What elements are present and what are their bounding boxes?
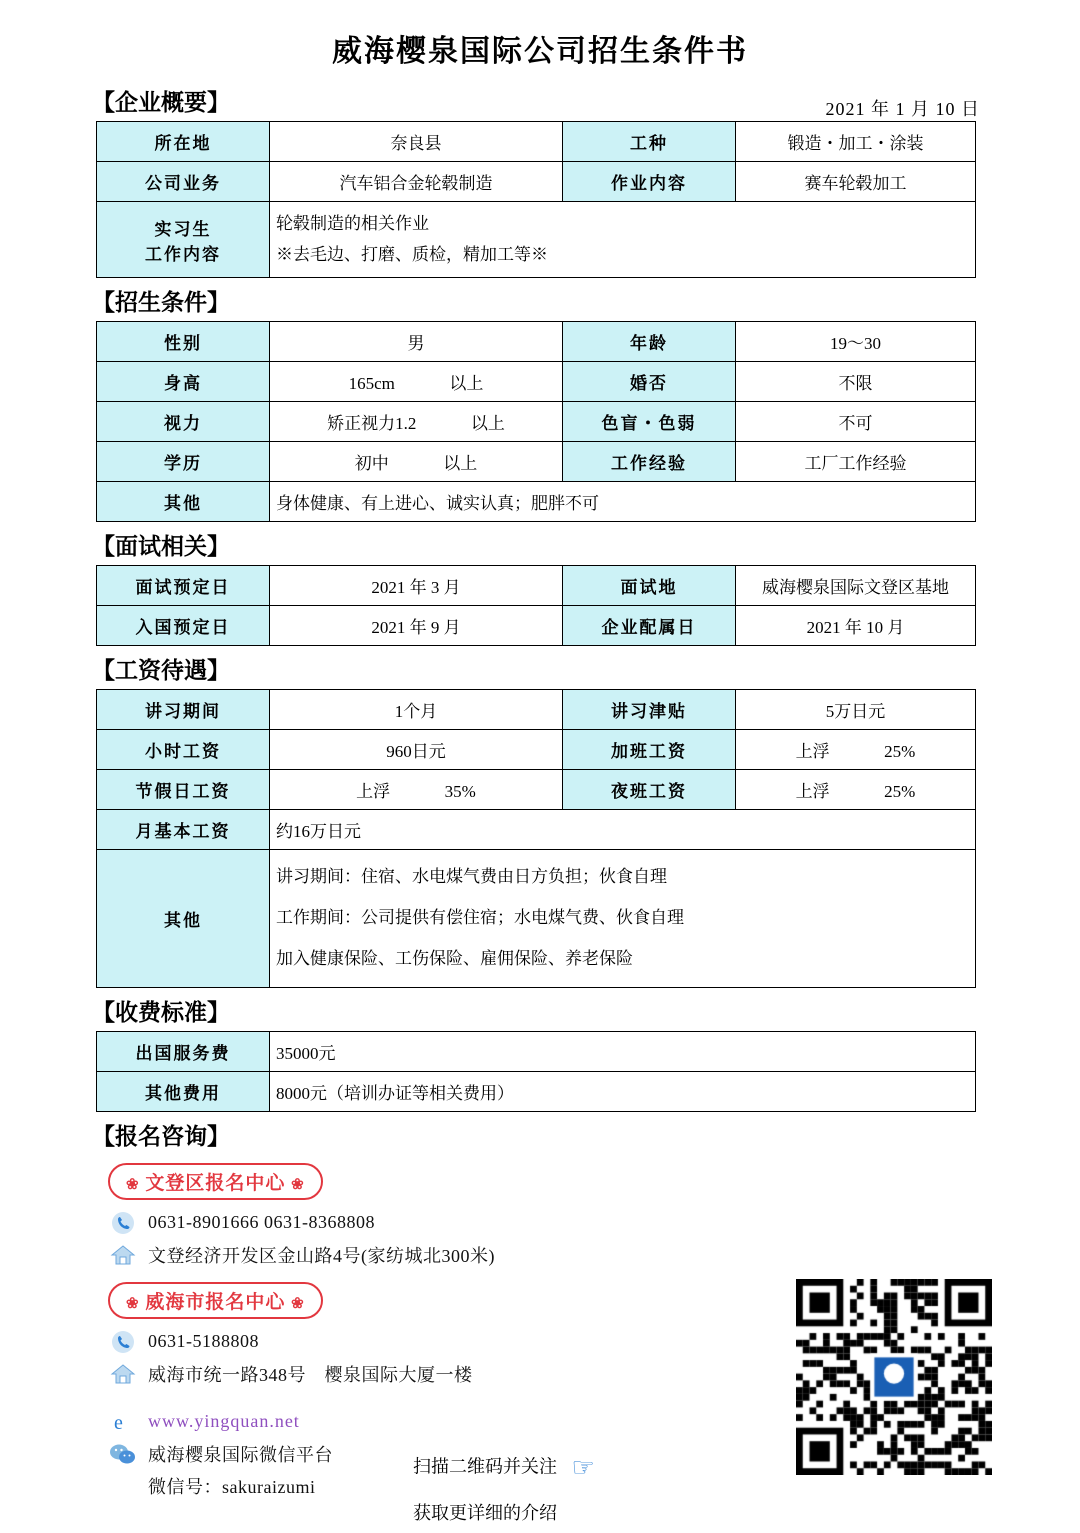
flower-icon: ❀ [291, 1295, 305, 1312]
phone-icon [108, 1329, 138, 1355]
value-suffix: 以上 [443, 454, 478, 474]
home-icon [108, 1242, 138, 1268]
cell-label: 其他费用 [97, 1071, 270, 1111]
cell-label: 企业配属日 [563, 606, 736, 646]
flower-icon: ❀ [291, 1176, 305, 1193]
value-suffix: 以上 [449, 374, 484, 394]
cell-value: 汽车铝合金轮毂制造 [270, 162, 563, 202]
home-icon [108, 1361, 138, 1387]
cell-label-intern [97, 202, 270, 278]
cell-value: 1个月 [270, 690, 563, 730]
cell-label: 加班工资 [563, 730, 736, 770]
value-suffix: 以上 [470, 414, 505, 434]
wechat-platform-row [108, 1441, 333, 1467]
cell-value: 35000元 [270, 1031, 976, 1071]
cell-value: 2021 年 10 月 [736, 606, 976, 646]
stamp-label: 文登区报名中心 [145, 1172, 286, 1194]
table-row [97, 770, 976, 810]
cell-label: 工种 [563, 122, 736, 162]
value-main: 165cm [348, 374, 395, 394]
stamp-weihai-center [108, 1282, 323, 1319]
salary-other-line-1: 讲习期间：住宿、水电煤气费由日方负担；伙食自理 [276, 867, 667, 887]
cell-value: 19～30 [736, 322, 976, 362]
cell-value [736, 770, 976, 810]
cell-label: 年龄 [563, 322, 736, 362]
cell-label: 其他 [97, 850, 270, 987]
table-row [97, 162, 976, 202]
cell-label: 色盲・色弱 [563, 402, 736, 442]
value-main: 初中 [354, 454, 389, 474]
cell-value-salary-other [270, 850, 976, 987]
qr-code [796, 1279, 992, 1475]
value-main: 25% [884, 782, 916, 802]
table-row [97, 482, 976, 522]
cell-label: 学历 [97, 442, 270, 482]
cell-value: 锻造・加工・涂装 [736, 122, 976, 162]
table-row [97, 690, 976, 730]
cell-label: 入国预定日 [97, 606, 270, 646]
cell-label: 性别 [97, 322, 270, 362]
cell-label: 面试地 [563, 566, 736, 606]
cell-value: 不可 [736, 402, 976, 442]
table-row [97, 850, 976, 987]
cell-label: 月基本工资 [97, 810, 270, 850]
stamp-label: 威海市报名中心 [145, 1291, 286, 1313]
intern-label-line1: 实习生 [154, 219, 212, 239]
table-row [97, 362, 976, 402]
phone-number-wendeng[interactable]: 0631-8901666 0631-8368808 [148, 1212, 375, 1233]
website-url[interactable]: www.yingquan.net [148, 1411, 300, 1432]
intern-label-line2: 工作内容 [145, 244, 221, 264]
value-main: 矫正视力1.2 [327, 414, 417, 434]
cell-value: 5万日元 [736, 690, 976, 730]
flower-icon: ❀ [126, 1295, 140, 1312]
qr-instructions [413, 1441, 595, 1533]
table-row [97, 322, 976, 362]
table-row [97, 1031, 976, 1071]
svg-text:e: e [114, 1411, 124, 1434]
interview-table [96, 565, 976, 646]
cell-value: 赛车轮毂加工 [736, 162, 976, 202]
cell-value: 不限 [736, 362, 976, 402]
intern-line-2: ※去毛边、打磨、质检，精加工等※ [276, 244, 548, 264]
company-section-header [0, 78, 1080, 121]
section-heading-requirements: 【招生条件】 [92, 290, 230, 316]
cell-value: 奈良县 [270, 122, 563, 162]
cell-label: 出国服务费 [97, 1031, 270, 1071]
cell-label: 讲习津贴 [563, 690, 736, 730]
pointing-hand-icon: ☞ [571, 1452, 595, 1482]
intern-line-1: 轮毂制造的相关作业 [276, 214, 429, 233]
cell-value: 2021 年 3 月 [270, 566, 563, 606]
value-main: 25% [884, 742, 916, 762]
page-title: 威海樱泉国际公司招生条件书 [332, 35, 748, 68]
cell-label: 面试预定日 [97, 566, 270, 606]
cell-value-intern [270, 202, 976, 278]
cell-value: 工厂工作经验 [736, 442, 976, 482]
section-heading-interview: 【面试相关】 [92, 534, 230, 560]
section-heading-contact: 【报名咨询】 [92, 1123, 230, 1149]
cell-value [270, 362, 563, 402]
cell-value: 约16万日元 [270, 810, 976, 850]
cell-value: 8000元（培训办证等相关费用） [270, 1071, 976, 1111]
value-main: 35% [444, 782, 476, 802]
table-row [97, 1071, 976, 1111]
cell-label: 夜班工资 [563, 770, 736, 810]
table-row [97, 810, 976, 850]
cell-label: 节假日工资 [97, 770, 270, 810]
section-heading-salary: 【工资待遇】 [92, 658, 230, 684]
table-row [97, 606, 976, 646]
section-heading-fees: 【收费标准】 [92, 999, 230, 1025]
wechat-icon [108, 1441, 138, 1467]
contact-phone-row [108, 1210, 1080, 1236]
cell-label: 小时工资 [97, 730, 270, 770]
salary-other-line-2: 工作期间：公司提供有偿住宿；水电煤气费、伙食自理 [276, 907, 684, 927]
cell-label: 讲习期间 [97, 690, 270, 730]
cell-value: 男 [270, 322, 563, 362]
internet-explorer-icon [108, 1409, 138, 1435]
table-row [97, 442, 976, 482]
stamp-wendeng-center [108, 1163, 323, 1200]
wechat-platform-name: 威海樱泉国际微信平台 [148, 1444, 333, 1465]
table-row [97, 402, 976, 442]
fees-table [96, 1031, 976, 1112]
qr-code-canvas [796, 1279, 992, 1475]
cell-label: 公司业务 [97, 162, 270, 202]
spacer-icon [108, 1473, 138, 1499]
qr-instruction-line-1 [413, 1441, 595, 1496]
wechat-id: 微信号：sakuraizumi [148, 1476, 316, 1497]
cell-value [270, 402, 563, 442]
cell-value: 960日元 [270, 730, 563, 770]
requirements-table [96, 321, 976, 522]
cell-label: 身高 [97, 362, 270, 402]
flower-icon: ❀ [126, 1176, 140, 1193]
table-row [97, 730, 976, 770]
phone-number-weihai[interactable]: 0631-5188808 [148, 1331, 259, 1352]
contact-address-row [108, 1242, 1080, 1268]
address-weihai: 威海市统一路348号 樱泉国际大厦一楼 [148, 1364, 473, 1385]
cell-value [270, 442, 563, 482]
cell-value [736, 730, 976, 770]
company-table [96, 121, 976, 278]
cell-label: 视力 [97, 402, 270, 442]
section-heading-company: 【企业概要】 [92, 90, 230, 115]
value-prefix: 上浮 [795, 742, 830, 762]
address-wendeng: 文登经济开发区金山路4号(家纺城北300米) [148, 1245, 495, 1266]
cell-value: 威海樱泉国际文登区基地 [736, 566, 976, 606]
wechat-id-row [108, 1473, 333, 1499]
value-prefix: 上浮 [356, 782, 391, 802]
table-row [97, 566, 976, 606]
phone-icon [108, 1210, 138, 1236]
table-row [97, 202, 976, 278]
cell-label: 作业内容 [563, 162, 736, 202]
table-row [97, 122, 976, 162]
cell-value: 身体健康、有上进心、诚实认真；肥胖不可 [270, 482, 976, 522]
cell-label: 工作经验 [563, 442, 736, 482]
wechat-column [96, 1441, 333, 1533]
salary-other-line-3: 加入健康保险、工伤保险、雇佣保险、养老保险 [276, 948, 633, 968]
qr-instruction-line-2: 获取更详细的介绍 [413, 1503, 557, 1524]
value-prefix: 上浮 [795, 782, 830, 802]
cell-label: 其他 [97, 482, 270, 522]
cell-label: 所在地 [97, 122, 270, 162]
salary-table [96, 689, 976, 987]
qr-instruction-text-1: 扫描二维码并关注 [413, 1456, 557, 1476]
cell-label: 婚否 [563, 362, 736, 402]
document-date: 2021 年 1 月 10 日 [825, 99, 980, 119]
cell-value [270, 770, 563, 810]
cell-value: 2021 年 9 月 [270, 606, 563, 646]
